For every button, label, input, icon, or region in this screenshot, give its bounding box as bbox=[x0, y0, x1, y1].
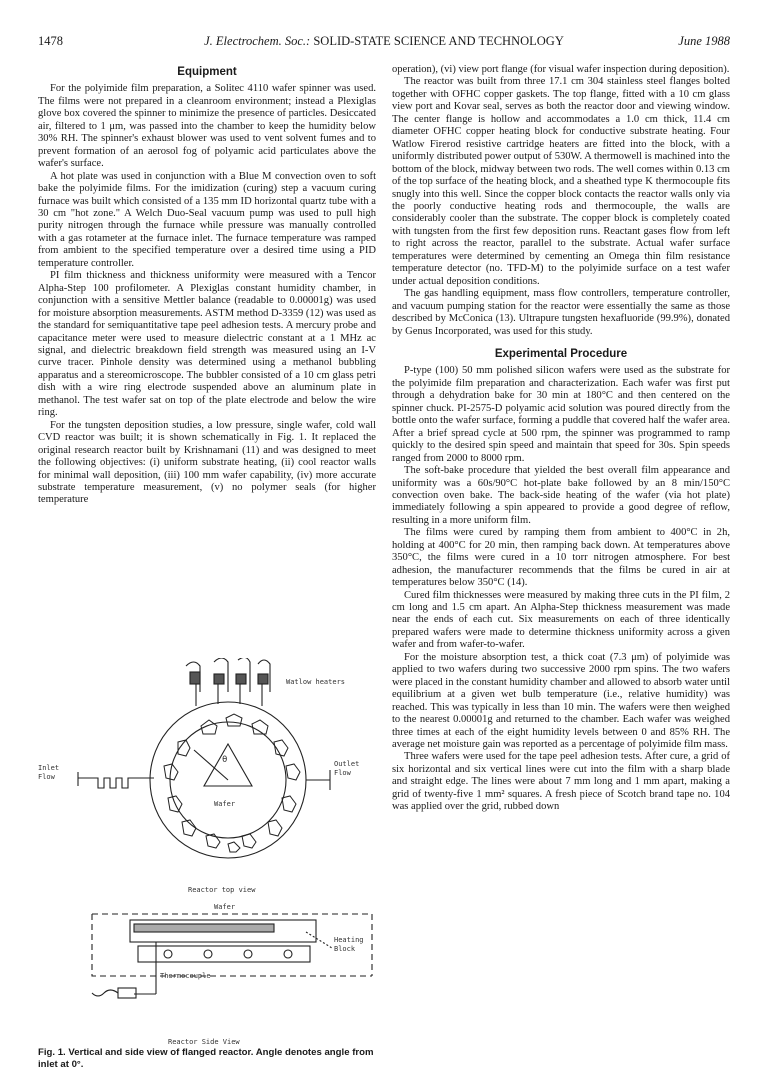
label-theta: θ bbox=[222, 755, 228, 765]
label-wafer-side: Wafer bbox=[214, 903, 236, 911]
paragraph: The soft-bake procedure that yielded the best overall film appearance and uniformity was a 60s/90°C hot-plate bake followed by an 8 min/150°C convection oven bake. The back-side heating of the wafer (via hot plate) immediately following a spin appeared to provide a good degree of reflow, resulting in a more uniform film. bbox=[392, 465, 730, 526]
paragraph: Cured film thicknesses were measured by making three cuts in the PI film, 2 cm long and 1.5 cm apart. An Alpha-Step thickness measurement was made near the ends of each cut. Six measurements on each of three identically prepared wafers were made to determine thickness uniformity across a given wafer and from wafer-to-wafer. bbox=[392, 589, 730, 651]
label-heating-block: Heating Block bbox=[334, 936, 364, 953]
page-header bbox=[38, 34, 730, 54]
label-outlet-flow: Outlet Flow bbox=[334, 760, 360, 777]
label-reactor-top-view: Reactor top view bbox=[188, 886, 256, 894]
paragraph: For the polyimide film preparation, a Solitec 4110 wafer spinner was used. The films were not prepared in a cleanroom environment; instead a Plexiglas glove box covered the spinner to minimize the presence of particles. Desiccated air, filtered to 1 μm, was passed into the chamber to keep the humidity below 30% RH. The spinner's exhaust blower was used to vent solvent fumes and to prevent formation of an aerosol fog of polyamic acid particulates above the wafer's surface. bbox=[38, 83, 376, 170]
reactor-diagram bbox=[38, 658, 376, 1048]
journal-name: J. Electrochem. Soc.: bbox=[204, 34, 311, 48]
paragraph: P-type (100) 50 mm polished silicon wafers were used as the substrate for the polyimide film preparation and characterization. Each wafer was first put through a dehydration bake for 30 min at 180°C and then centered on the spinner chuck. PI-2575-D polyamic acid solution was poured directly from the bottle onto the wafer surface, forming a puddle that covered half the wafer area. After a brief spread cycle at 500 rpm, the spinner was programmed to ramp quickly to the desired spin speed and maintain that speed for 30s. Spin speeds ranged from 2000 to 8000 rpm. bbox=[392, 365, 730, 464]
paragraph: The reactor was built from three 17.1 cm 304 stainless steel flanges bolted together with OFHC copper gaskets. The top flange, fitted with a 10 cm glass view port and Kovar seal, serves as both the reactor door and viewing window. The center flange is hollow and accommodates a 1.0 cm thick, 11.4 cm diameter OFHC copper heating block for conductive substrate heating. Four Watlow Firerod resistive cartridge heaters are fitted into the block, with a uniformly distributed power output of 530W. A thermowell is machined into the bottom of the block, midway between two rods. The well comes within 0.13 cm of the top surface of the heating block, and a sheathed type K thermocouple fits snugly into this well. Since the copper block contacts the reactor walls only via the poorly conductive heating rods and thermocouple, the walls are considerably cooler than the substrate. The copper block is completely coated with tungsten from the first few deposition runs. Reactant gases flow from left to right across the reactor, parallel to the substrate. Actual wafer surface temperatures were determined by cementing an Omega thin film resistance temperature detector (no. TFD-M) to the polyimide surface on a test wafer under actual deposition conditions. bbox=[392, 76, 730, 287]
section-heading-experimental: Experimental Procedure bbox=[494, 347, 628, 360]
right-column bbox=[392, 64, 730, 814]
paragraph: For the tungsten deposition studies, a low pressure, single wafer, cold wall CVD reactor was built; it is shown schematically in Fig. 1. It replaced the original research reactor built by Krishnamani (11) and was designed to meet the following objectives: (i) uniform substrate heating, (ii) cool reactor walls for minimal wall deposition, (iii) 100 mm wafer capability, (iv) more accurate substrate temperature measurement, (v) no polymer seals (for higher temperature bbox=[38, 419, 376, 506]
figure-caption: Fig. 1. Vertical and side view of flanged reactor. Angle denotes angle from inlet at 0°. bbox=[38, 1047, 374, 1070]
section-heading-equipment: Equipment bbox=[177, 66, 237, 78]
label-watlow-heaters: Watlow heaters bbox=[286, 678, 346, 686]
paragraph: For the moisture absorption test, a thick coat (7.3 μm) of polyimide was applied to two wafers during two successive 2000 rpm spins. The two wafers were placed in the constant humidity chamber and allowed to absorb water until equilibrium at a given wet bulb temperature (i.e., relative humidity) was reached. This was typically in less than 10 min. The wafers were then weighed to the nearest 0.00001g and returned to the chamber. Each wafer was weighed three times at each of the eight humidity levels between 0 and 85% RH. The average net moisture gain was reported as a percentage of polyimide film mass. bbox=[392, 651, 730, 751]
figure-1 bbox=[38, 658, 376, 1048]
journal-title bbox=[38, 34, 730, 49]
label-wafer-top: Wafer bbox=[214, 800, 236, 808]
issue-date: June 1988 bbox=[678, 34, 730, 48]
paragraph: operation), (vi) view port flange (for visual wafer inspection during deposition). bbox=[392, 64, 730, 75]
paragraph: Three wafers were used for the tape peel adhesion tests. After cure, a grid of six horizontal and six vertical lines were cut into the film with a sharp blade and straight edge. The lines were about 7 mm long and 1 mm apart, making a grid of twenty-five 1 mm² squares. A fresh piece of Scotch brand tape no. 104 was applied over the grid, rubbed down bbox=[392, 751, 730, 813]
label-reactor-side-view: Reactor Side View bbox=[168, 1038, 240, 1046]
paragraph: PI film thickness and thickness uniformity were measured with a Tencor Alpha-Step 100 profilometer. A Plexiglas constant humidity chamber, in conjunction with a sensitive Mettler balance (readable to 0.00001g) was used for moisture absorption measurements. ASTM method D-3359 (12) was used as the standard for semiquantitative tape peel adhesion tests. A mercury probe and capacitance meter were used to measure dielectric constant at a 1 MHz ac signal, and dielectric breakdown field strength was measured using an I-V curve tracer. Pinhole density was determined using a methanol bubbling apparatus and a stereomicroscope. The bubbler consisted of a 10 cm glass petri dish with a wire ring electrode suspended above an aluminum plate in methanol. The test wafer sat on top of the plate electrode and below the wire ring. bbox=[38, 270, 376, 419]
paragraph: A hot plate was used in conjunction with a Blue M convection oven to soft bake the polyimide films. For the imidization (curing) step a vacuum curing furnace was built which consisted of a 135 mm ID horizontal quartz tube with a 30 cm "hot zone." A Welch Duo-Seal vacuum pump was used to pull high purity nitrogen through the furnace while pressure was manually controlled with a gas rotameter at the furnace inlet. The furnace temperature was ramped from ambient to the specified temperature over a desired time using a PID temperature controller. bbox=[38, 170, 376, 269]
journal-section: SOLID-STATE SCIENCE AND TECHNOLOGY bbox=[313, 34, 564, 48]
label-inlet-flow: Inlet Flow bbox=[38, 764, 60, 781]
page-number: 1478 bbox=[38, 34, 63, 48]
left-column bbox=[38, 64, 376, 507]
label-thermocouple: Thermocouple bbox=[160, 972, 211, 980]
paragraph: The films were cured by ramping them from ambient to 400°C in 2h, holding at 400°C for 20 min, then ramping back down. At temperatures above 350°C, the films were cured in a 10 torr nitrogen atmosphere. For best adhesion, the manufacturer recommends that the films be cured in air at temperatures below 350°C (14). bbox=[392, 527, 730, 589]
paragraph: The gas handling equipment, mass flow controllers, temperature controller, and vacuum pumping station for the reactor were essentially the same as those described by McConica (13). Ultrapure tungsten hexafluoride (99.9%), donated by Genus Incorporated, was used for this study. bbox=[392, 288, 730, 337]
